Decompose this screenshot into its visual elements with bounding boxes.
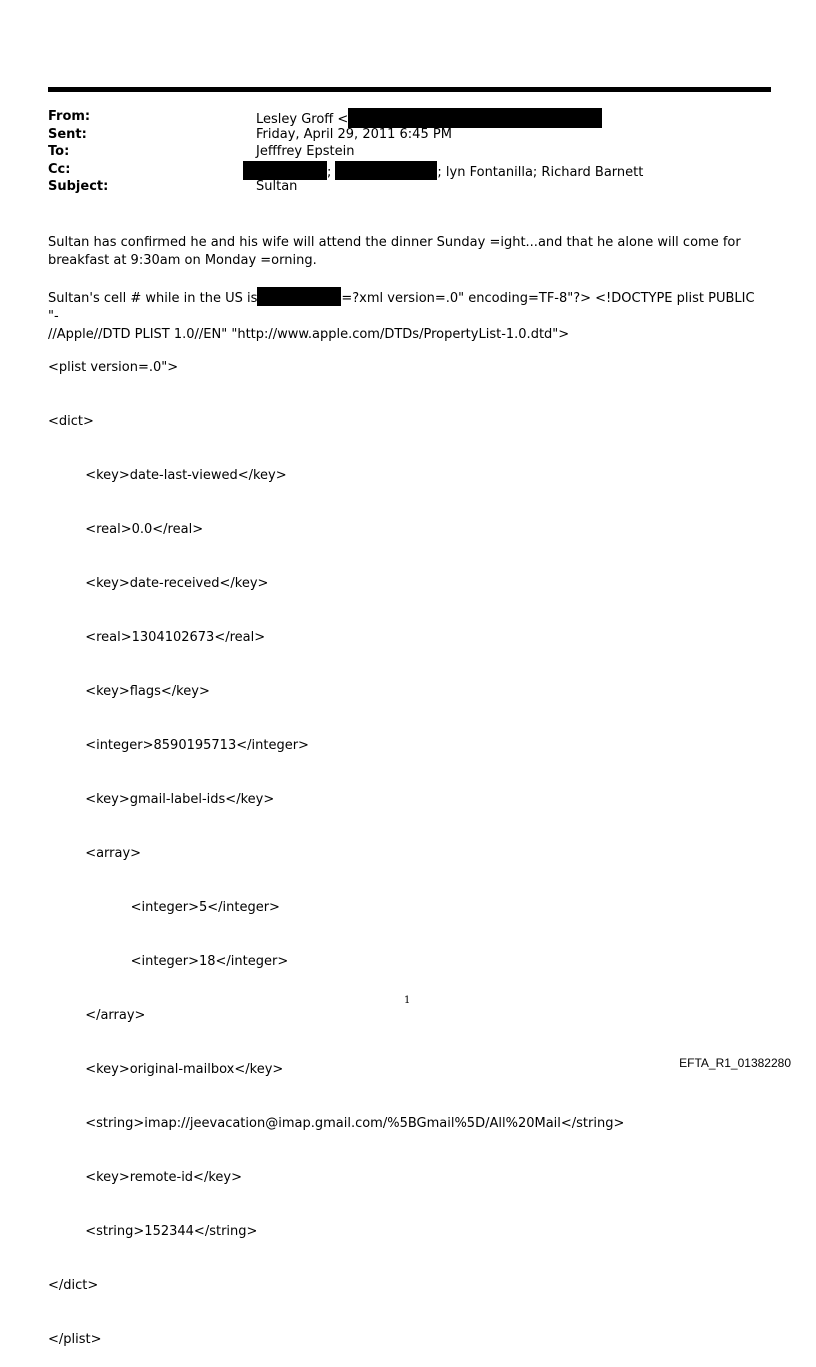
sent-row [48, 126, 643, 144]
document-id: EFTA_R1_01382280 [679, 1056, 791, 1070]
xml-line: <dict> [48, 414, 94, 429]
xml-line: <key>original-mailbox</key> [48, 1062, 284, 1077]
xml-line: <integer>5</integer> [48, 900, 280, 915]
xml-line: <key>date-received</key> [48, 576, 269, 591]
xml-line: <key>gmail-label-ids</key> [48, 792, 275, 807]
cc-separator: ; [327, 164, 332, 180]
xml-line: <array> [48, 846, 142, 861]
cell-number-text: Sultan's cell # while in the US is [48, 291, 258, 306]
page-number: 1 [404, 995, 411, 1006]
xml-line: <plist version=.0"> [48, 360, 179, 375]
header-rule [48, 87, 771, 92]
xml-line: <key>remote-id</key> [48, 1170, 242, 1185]
cc-label: Cc: [48, 161, 71, 177]
xml-line: <string>152344</string> [48, 1224, 258, 1239]
cc-separator: ; [437, 164, 442, 180]
xml-line: <integer>8590195713</integer> [48, 738, 309, 753]
to-value: Jefffrey Epstein [256, 144, 355, 159]
body-paragraph: Sultan has confirmed he and his wife will attend the dinner Sunday =ight...and that he alone will come for breakfast at 9:30am on Monday =orning. [48, 235, 741, 268]
to-row [48, 143, 643, 161]
cc-value: lyn Fontanilla; Richard Barnett [445, 164, 644, 180]
from-row [48, 108, 643, 126]
sent-label: Sent: [48, 126, 87, 142]
email-header [48, 108, 643, 196]
xml-line: </dict> [48, 1278, 99, 1293]
cc-row [48, 161, 643, 179]
xml-header-text: =?xml version=.0" encoding=TF-8"?> <!DOCTYPE plist PUBLIC "- [48, 291, 755, 324]
subject-row [48, 178, 643, 196]
redaction-box [257, 287, 341, 306]
xml-line: <key>date-last-viewed</key> [48, 468, 287, 483]
sent-value: Friday, April 29, 2011 6:45 PM [256, 126, 452, 142]
xml-content [48, 323, 624, 1367]
subject-label: Subject: [48, 179, 109, 194]
xml-line: <integer>18</integer> [48, 954, 289, 969]
xml-line: <string>imap://jeevacation@imap.gmail.com/%5BGmail%5D/All%20Mail</string> [48, 1116, 625, 1131]
xml-line: </plist> [48, 1332, 102, 1347]
redaction-box [243, 161, 327, 180]
xml-line: <key>flags</key> [48, 684, 210, 699]
xml-line: </array> [48, 1008, 146, 1023]
subject-value: Sultan [256, 179, 298, 194]
from-value: Lesley Groff < [256, 112, 349, 127]
to-label: To: [48, 144, 70, 159]
xml-line: <real>1304102673</real> [48, 630, 266, 645]
xml-line: <real>0.0</real> [48, 522, 204, 537]
from-label: From: [48, 109, 91, 124]
redaction-box [335, 161, 437, 180]
doctype-text: //Apple//DTD PLIST 1.0//EN" "http://www.apple.com/DTDs/PropertyList-1.0.dtd"> [48, 327, 570, 342]
